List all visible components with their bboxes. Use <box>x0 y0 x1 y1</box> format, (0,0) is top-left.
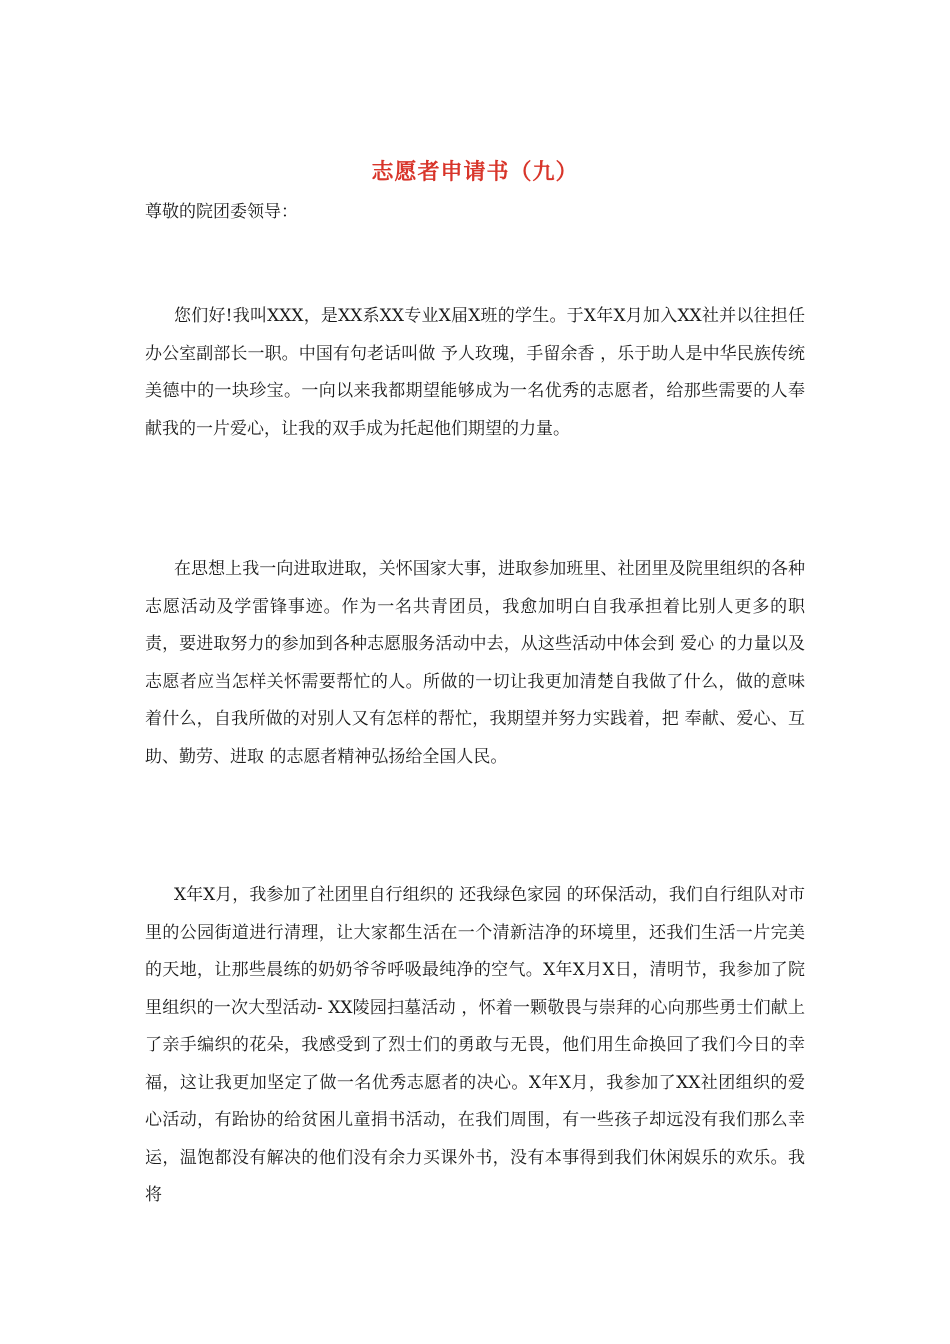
document-title: 志愿者申请书（九） <box>371 159 579 185</box>
paragraph-3: X年X月，我参加了社团里自行组织的 还我绿色家园 的环保活动，我们自行组队对市里的公园街道进行清理，让大家都生活在一个清新洁净的环境里，还我们生活一片完美的天地，让那些晨练的奶奶爷爷呼吸最纯净的空气。X年X月X日，清明节，我参加了院里组织的一次大型活动- XX陵园扫墓活动 ，怀着一颗敬畏与崇拜的心向那些勇士们献上了亲手编织的花朵，我感受到了烈士们的勇敢与无畏，他们用生命换回了我们今日的幸福，这让我更加坚定了做一名优秀志愿者的决心。X年X月，我参加了XX社团组织的爱心活动，有跆协的给贫困儿童捐书活动，在我们周围，有一些孩子却远没有我们那么幸运，温饱都没有解决的他们没有余力买课外书，没有本事得到我们休闲娱乐的欢乐。我将 <box>145 885 805 1205</box>
paragraph-1: 您们好!我叫XXX，是XX系XX专业X届X班的学生。于X年X月加入XX社并以往担任办公室副部长一职。中国有句老话叫做 予人玫瑰，手留余香 ，乐于助人是中华民族传统美德中的一块珍宝。一向以来我都期望能够成为一名优秀的志愿者，给那些需要的人奉献我的一片爱心，让我的双手成为托起他们期望的力量。 <box>145 306 805 439</box>
salutation: 尊敬的院团委领导： <box>145 202 298 222</box>
paragraph-2: 在思想上我一向进取进取，关怀国家大事，进取参加班里、社团里及院里组织的各种志愿活动及学雷锋事迹。作为一名共青团员，我愈加明白自我承担着比别人更多的职责，要进取努力的参加到各种志愿服务活动中去，从这些活动中体会到 爱心 的力量以及志愿者应当怎样关怀需要帮忙的人。所做的一切让我更加清楚自我做了什么，做的意味着什么，自我所做的对别人又有怎样的帮忙，我期望并努力实践着，把 奉献、爱心、互助、勤劳、进取 的志愿者精神弘扬给全国人民。 <box>145 559 805 767</box>
